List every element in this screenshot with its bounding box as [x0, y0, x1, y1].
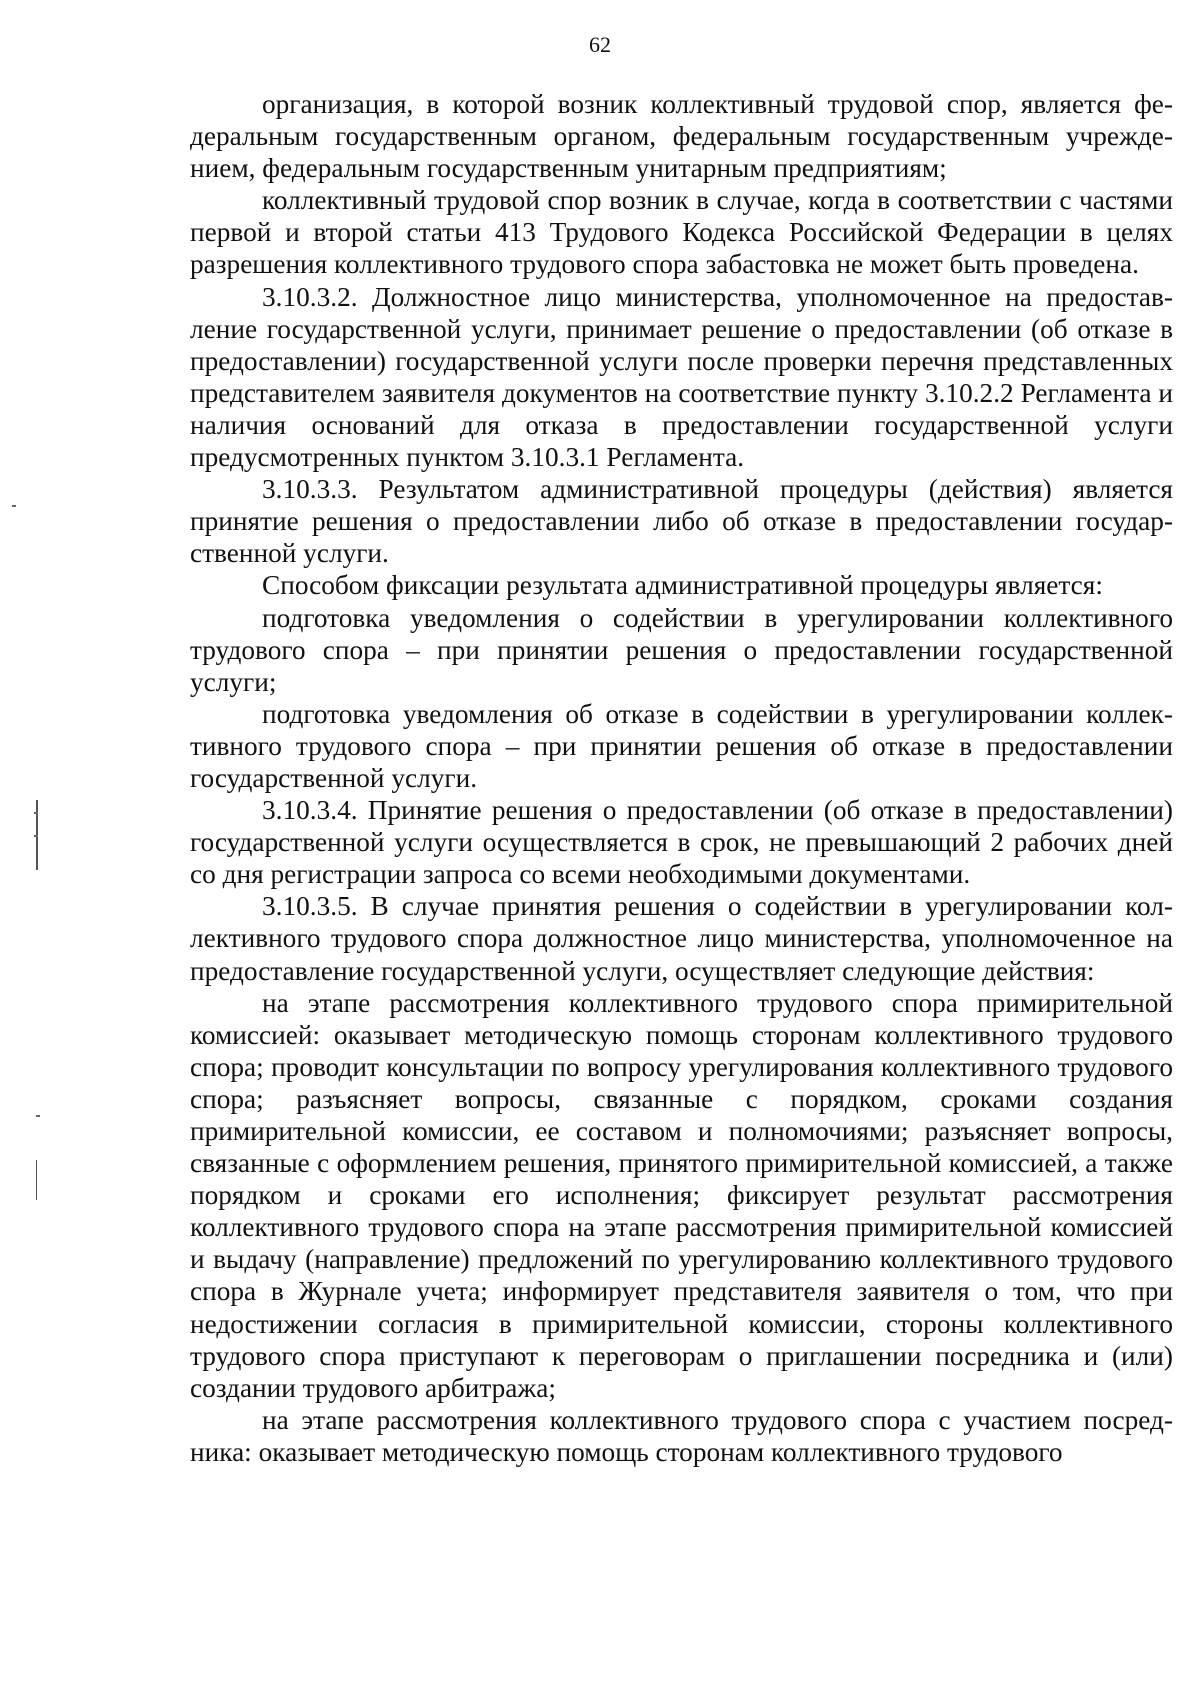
document-body: [190, 88, 1173, 1468]
page-number: 62: [589, 32, 611, 57]
paragraph: подготовка уведомления об отказе в содействии в урегулировании коллективного трудового спора – при принятии решения об отказе в предоставлении государственной услуги.: [190, 698, 1173, 793]
paragraph: 3.10.3.4. Принятие решения о предоставлении (об отказе в предоставлении) государственной услуги осуществляется в срок, не превышающий 2 рабочих дней со дня регистрации запроса со всеми необходимыми документами.: [190, 795, 1173, 890]
paragraph: коллективный трудовой спор возник в случае, когда в соответствии с частями первой и второй статьи 413 Трудового Кодекса Российской Федерации в целях разрешения коллективного трудового спора забастовка не может быть проведена.: [190, 185, 1173, 280]
paragraph: подготовка уведомления о содействии в урегулировании коллективного трудового спора – при принятии решения о предоставлении государственной услуги;: [190, 602, 1173, 697]
scan-mark: [36, 1115, 40, 1117]
paragraph: Способом фиксации результата административной процедуры является:: [262, 570, 1103, 601]
scan-mark: [34, 812, 38, 814]
paragraph: организация, в которой возник коллективный трудовой спор, является федеральным государственным органом, федеральным государственным учреждением, федеральным государственным унитарным предприятиям;: [190, 89, 1173, 184]
paragraph: 3.10.3.3. Результатом административной процедуры (действия) является принятие решения о предоставлении либо об отказе в предоставлении государственной услуги.: [190, 474, 1173, 569]
paragraph: на этапе рассмотрения коллективного трудового спора примирительной комиссией: оказывает методическую помощь сторонам коллективного трудового спора; проводит консультации по вопросу урегулирования коллективного трудового спора; разъясняет вопросы, связанные с порядком, сроками создания примирительной комиссии, ее составом и полномочиями; разъясняет вопросы, связанные с оформлением решения, принятого примирительной комиссией, а также порядком и сроками его исполнения; фиксирует результат рассмотрения коллективного трудового спора на этапе рассмотрения примирительной комиссией и выдачу (направление) предложений по урегулированию коллективного трудового спора в Журнале учета; информирует представителя заявителя о том, что при недостижении согласия в примирительной комиссии, стороны коллективного трудового спора приступают к переговорам о приглашении посредника и (или) создании трудового арбитража;: [190, 987, 1173, 1403]
paragraph: 3.10.3.5. В случае принятия решения о содействии в урегулировании коллективного трудового спора должностное лицо министерства, уполномоченное на предоставление государственной услуги, осуществляет следующие действия:: [190, 891, 1173, 986]
paragraph: на этапе рассмотрения коллективного трудового спора с участием посредника: оказывает методическую помощь сторонам коллективного трудового: [190, 1404, 1173, 1467]
scan-mark: [34, 835, 38, 837]
paragraph: 3.10.3.2. Должностное лицо министерства, уполномоченное на предоставление государственной услуги, принимает решение о предоставлении (об отказе в предоставлении) государственной услуги после проверки перечня представленных представителем заявителя документов на соответствие пункту 3.10.2.2 Регламента и наличия оснований для отказа в предоставлении государственной услуги предусмотренных пунктом 3.10.3.1 Регламента.: [190, 281, 1173, 473]
scan-margin-marks: [0, 0, 60, 1695]
scan-mark: [12, 505, 16, 507]
scan-mark: [36, 1160, 37, 1200]
